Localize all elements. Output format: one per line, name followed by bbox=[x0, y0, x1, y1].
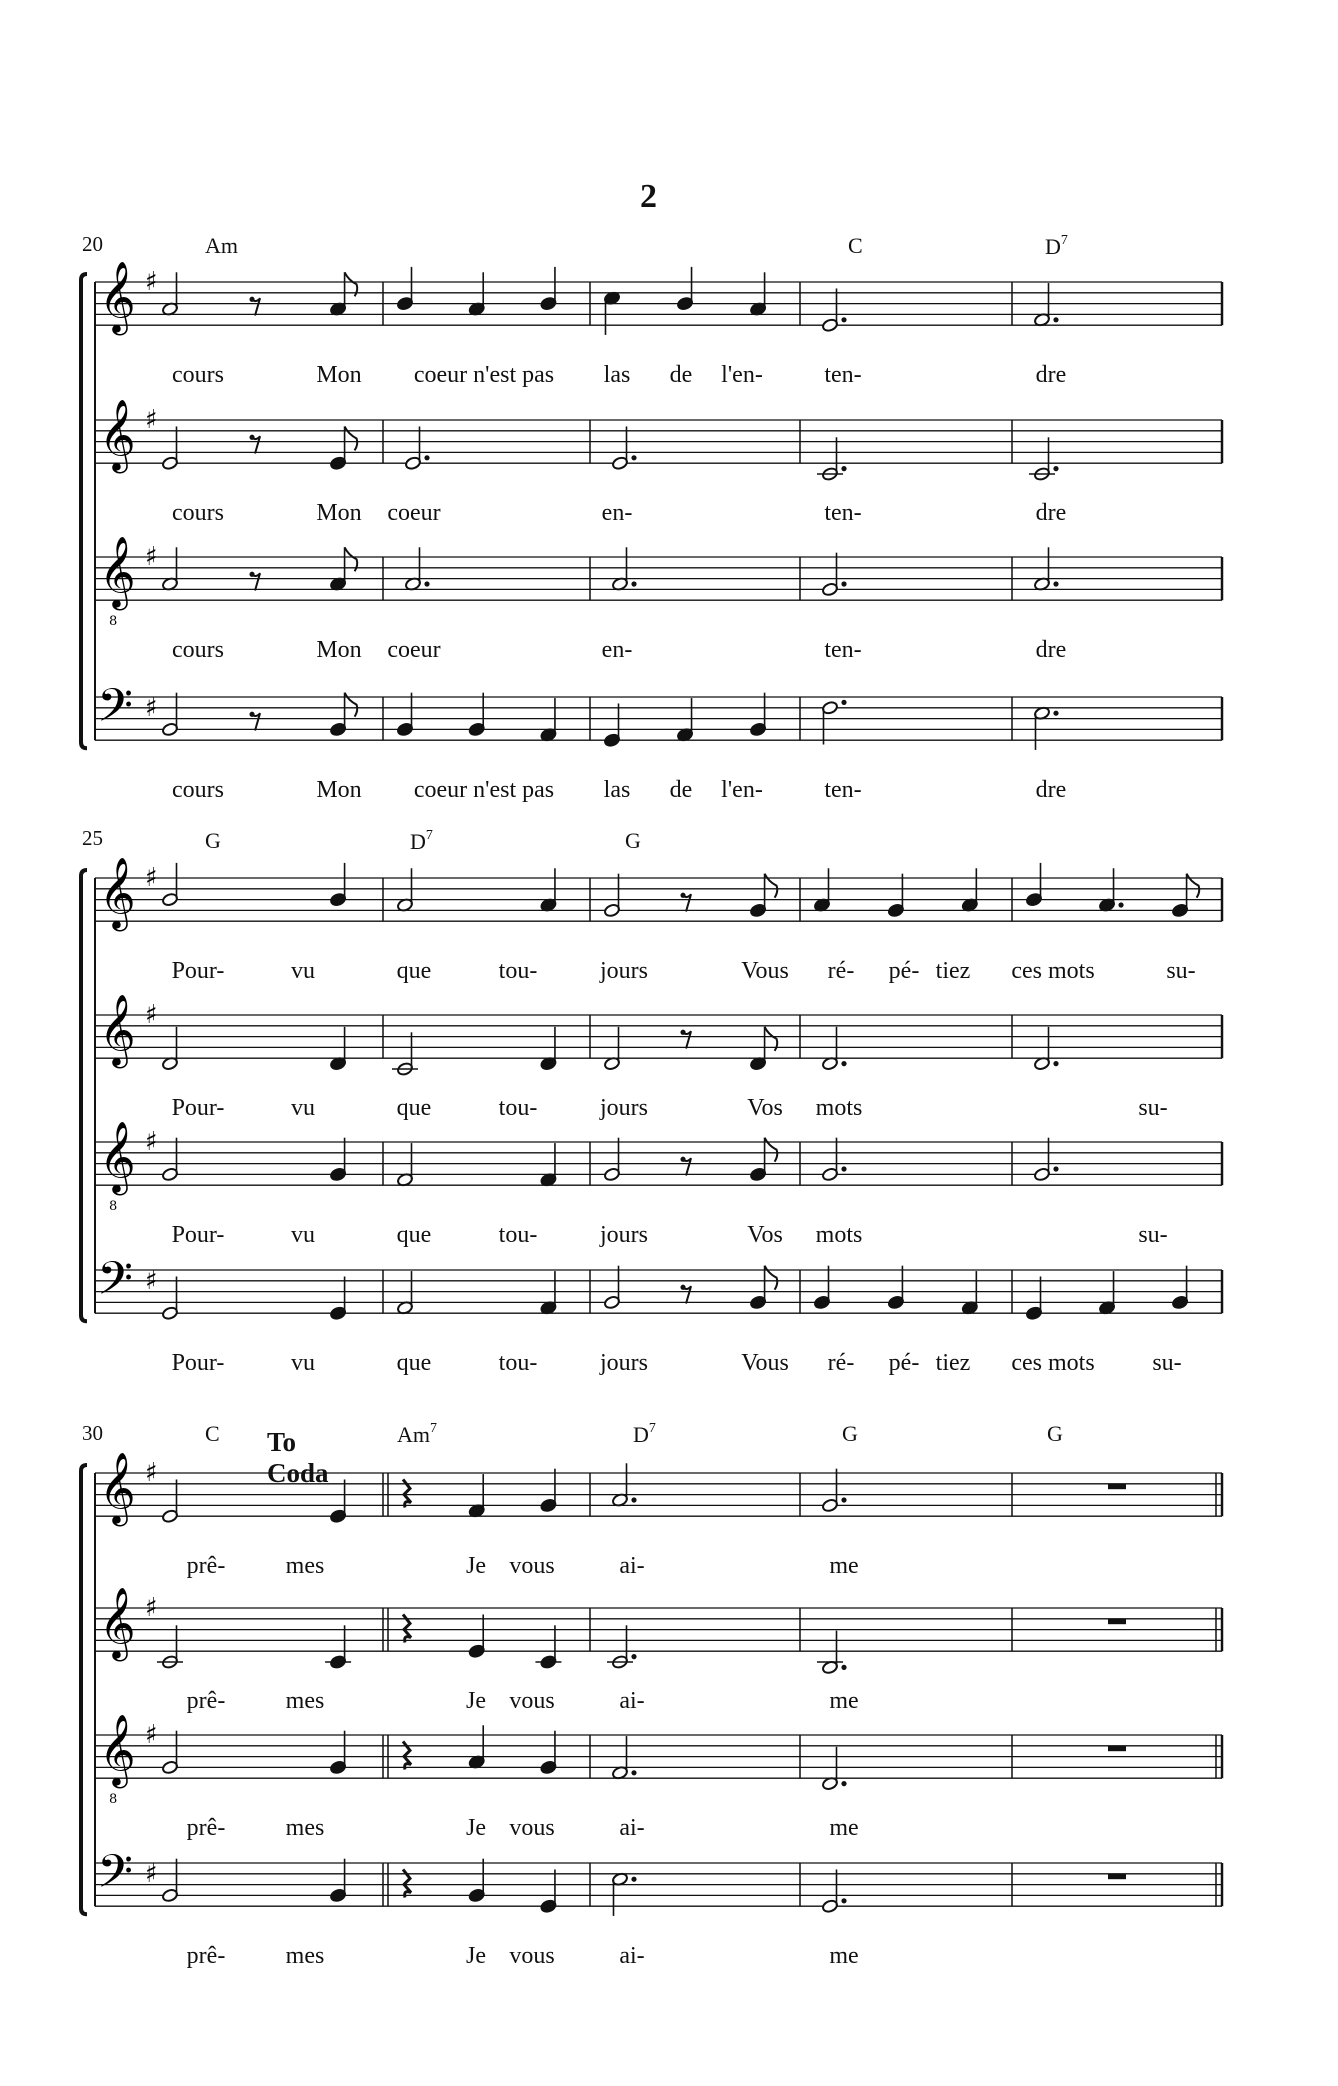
lyric: de bbox=[669, 777, 693, 803]
note bbox=[540, 1027, 557, 1071]
note bbox=[404, 547, 429, 591]
lyric: cours bbox=[172, 777, 224, 803]
note bbox=[603, 703, 620, 747]
note bbox=[611, 1625, 636, 1669]
note bbox=[540, 1143, 557, 1187]
rest bbox=[249, 712, 260, 731]
note bbox=[821, 1869, 846, 1913]
sharp-icon: ♯ bbox=[145, 542, 158, 572]
lyric: me bbox=[829, 1553, 859, 1579]
note bbox=[330, 1479, 347, 1523]
lyric: mes bbox=[285, 1688, 325, 1714]
chord-root: D bbox=[1045, 234, 1061, 259]
staff bbox=[95, 557, 1222, 600]
note bbox=[468, 693, 485, 737]
lyric: su- bbox=[1138, 1222, 1168, 1248]
lyric: me bbox=[829, 1688, 859, 1714]
chord-root: Am bbox=[397, 1422, 430, 1447]
note bbox=[821, 1469, 846, 1513]
note bbox=[330, 1859, 347, 1903]
note bbox=[396, 1032, 413, 1076]
lyric: jours bbox=[600, 1095, 648, 1121]
note bbox=[396, 1143, 413, 1187]
note bbox=[468, 1614, 485, 1658]
lyric: Vos bbox=[747, 1095, 783, 1121]
lyric: Je bbox=[466, 1688, 486, 1714]
lyric: que bbox=[396, 1222, 432, 1248]
note bbox=[396, 868, 413, 912]
lyric: las bbox=[603, 777, 631, 803]
chord-root: D bbox=[410, 829, 426, 854]
sharp-icon: ♯ bbox=[145, 1265, 158, 1296]
lyric: su- bbox=[1152, 1350, 1182, 1376]
lyric: Pour- bbox=[171, 1095, 225, 1121]
staff bbox=[95, 1473, 1222, 1516]
note bbox=[161, 1276, 178, 1320]
note bbox=[821, 553, 846, 597]
lyric: l'en- bbox=[721, 777, 763, 803]
lyric: mes bbox=[285, 1943, 325, 1969]
note bbox=[161, 1138, 178, 1182]
lyric: que bbox=[396, 958, 432, 984]
note bbox=[396, 693, 413, 737]
note bbox=[330, 1027, 347, 1071]
bass-clef-icon: 𝄢 bbox=[97, 1844, 134, 1910]
note bbox=[750, 1027, 778, 1071]
note bbox=[1025, 1276, 1042, 1320]
system-2 bbox=[81, 870, 1222, 1321]
note bbox=[161, 1859, 178, 1903]
note bbox=[540, 868, 557, 912]
lyric: jours bbox=[600, 1222, 648, 1248]
lyric: cours bbox=[172, 500, 224, 526]
chord-symbol bbox=[842, 1421, 858, 1447]
treble-clef-icon: 𝄞 bbox=[99, 397, 136, 471]
lyric: ten- bbox=[824, 777, 862, 803]
lyric: tiez bbox=[935, 958, 971, 984]
note bbox=[540, 1869, 557, 1913]
bass-clef-icon: 𝄢 bbox=[97, 678, 134, 744]
note bbox=[603, 1138, 620, 1182]
sharp-icon: ♯ bbox=[145, 1458, 158, 1488]
lyric: en- bbox=[601, 637, 633, 663]
lyric: vu bbox=[291, 958, 315, 984]
note bbox=[396, 267, 413, 311]
note bbox=[330, 272, 358, 316]
note bbox=[1033, 547, 1058, 591]
rest bbox=[249, 572, 260, 591]
lyric: prê- bbox=[186, 1815, 226, 1841]
chord-symbol bbox=[1045, 233, 1068, 260]
whole-rest bbox=[1108, 1619, 1126, 1624]
chord-extension: 7 bbox=[648, 1421, 656, 1436]
chord-root: G bbox=[205, 828, 221, 853]
note bbox=[161, 272, 178, 316]
note bbox=[540, 698, 557, 742]
note bbox=[887, 874, 904, 918]
lyric: tou- bbox=[498, 958, 538, 984]
chord-root: C bbox=[205, 1421, 220, 1446]
lyric: me bbox=[829, 1815, 859, 1841]
chord-symbol bbox=[1047, 1421, 1063, 1447]
chord-root: C bbox=[848, 233, 863, 258]
note bbox=[611, 1463, 636, 1507]
lyric: Mon bbox=[316, 777, 362, 803]
note bbox=[161, 863, 178, 907]
octave-8-mark: 8 bbox=[109, 1792, 118, 1808]
note bbox=[821, 1631, 846, 1675]
note bbox=[161, 1731, 178, 1775]
staff bbox=[95, 1608, 1222, 1651]
lyric: tou- bbox=[498, 1095, 538, 1121]
note bbox=[821, 700, 846, 745]
note bbox=[468, 1725, 485, 1769]
note bbox=[961, 1271, 978, 1315]
note bbox=[1025, 863, 1042, 907]
lyric: ai- bbox=[619, 1553, 645, 1579]
sharp-icon: ♯ bbox=[145, 1127, 158, 1157]
lyric: ai- bbox=[619, 1815, 645, 1841]
rest bbox=[680, 1030, 691, 1049]
lyric: cours bbox=[172, 637, 224, 663]
chord-symbol bbox=[625, 828, 641, 854]
staff bbox=[95, 1863, 1222, 1906]
staff bbox=[95, 1015, 1222, 1058]
octave-8-mark: 8 bbox=[109, 1199, 118, 1215]
lyric: ten- bbox=[824, 500, 862, 526]
note bbox=[161, 1625, 178, 1669]
lyric: prê- bbox=[186, 1688, 226, 1714]
note bbox=[540, 1625, 557, 1669]
note bbox=[1033, 283, 1058, 327]
note bbox=[330, 547, 358, 591]
note bbox=[611, 547, 636, 591]
note bbox=[540, 1731, 557, 1775]
note bbox=[396, 1271, 413, 1315]
lyric: vous bbox=[509, 1553, 555, 1579]
lyric: ai- bbox=[619, 1688, 645, 1714]
note bbox=[330, 1276, 347, 1320]
note bbox=[603, 874, 620, 918]
sharp-icon: ♯ bbox=[145, 1000, 158, 1030]
note bbox=[330, 863, 347, 907]
lyric: vu bbox=[291, 1095, 315, 1121]
lyric: Pour- bbox=[171, 958, 225, 984]
note bbox=[750, 874, 778, 918]
note bbox=[603, 1266, 620, 1310]
note bbox=[161, 1027, 178, 1071]
system-3 bbox=[81, 1465, 1222, 1914]
lyric: ai- bbox=[619, 1943, 645, 1969]
note bbox=[750, 1266, 778, 1310]
staff bbox=[95, 420, 1222, 463]
lyric: jours bbox=[600, 958, 648, 984]
measure-number: 20 bbox=[82, 232, 103, 256]
chord-root: G bbox=[625, 828, 641, 853]
note bbox=[468, 1859, 485, 1903]
lyric: Vous bbox=[741, 1350, 789, 1376]
lyric: Je bbox=[466, 1943, 486, 1969]
rest bbox=[249, 435, 260, 454]
lyric: Vous bbox=[741, 958, 789, 984]
lyric: coeur bbox=[387, 500, 441, 526]
note bbox=[404, 426, 429, 470]
note bbox=[468, 1474, 485, 1518]
staff bbox=[95, 697, 1222, 740]
chord-root: Am bbox=[205, 233, 238, 258]
rest bbox=[680, 1157, 691, 1176]
note bbox=[821, 1027, 846, 1071]
note bbox=[161, 426, 178, 470]
lyric: su- bbox=[1138, 1095, 1168, 1121]
chord-symbol bbox=[633, 1421, 656, 1448]
note bbox=[821, 288, 846, 332]
staff bbox=[95, 1735, 1222, 1778]
sharp-icon: ♯ bbox=[145, 1858, 158, 1889]
note bbox=[676, 267, 693, 311]
lyric: ces mots bbox=[1011, 1350, 1095, 1376]
chord-symbol bbox=[410, 828, 433, 855]
lyric: que bbox=[396, 1095, 432, 1121]
note bbox=[821, 1138, 846, 1182]
treble-clef-icon: 𝄞 bbox=[99, 1119, 136, 1193]
lyric: tiez bbox=[935, 1350, 971, 1376]
note bbox=[821, 1747, 846, 1791]
lyric: Pour- bbox=[171, 1222, 225, 1248]
lyric: l'en- bbox=[721, 362, 763, 388]
chord-symbol bbox=[848, 233, 863, 259]
note bbox=[161, 547, 178, 591]
note bbox=[330, 426, 358, 470]
lyric: las bbox=[603, 362, 631, 388]
rest bbox=[680, 1285, 691, 1304]
lyric: dre bbox=[1035, 777, 1067, 803]
note bbox=[611, 1736, 636, 1780]
lyric: cours bbox=[172, 362, 224, 388]
note bbox=[750, 272, 767, 316]
lyric: vous bbox=[509, 1688, 555, 1714]
note bbox=[813, 868, 830, 912]
lyric: Je bbox=[466, 1815, 486, 1841]
note bbox=[887, 1266, 904, 1310]
lyric: mes bbox=[285, 1553, 325, 1579]
bass-clef-icon: 𝄢 bbox=[97, 1251, 134, 1317]
note bbox=[540, 1469, 557, 1513]
lyric: jours bbox=[600, 1350, 648, 1376]
lyric: Pour- bbox=[171, 1350, 225, 1376]
lyric: mots bbox=[815, 1095, 863, 1121]
lyric: coeur bbox=[387, 637, 441, 663]
lyric: Mon bbox=[316, 500, 362, 526]
lyric: dre bbox=[1035, 500, 1067, 526]
note bbox=[540, 1271, 557, 1315]
staff bbox=[95, 1142, 1222, 1185]
chord-symbol bbox=[205, 233, 238, 259]
note bbox=[1172, 874, 1200, 918]
staff bbox=[95, 878, 1222, 921]
lyric: coeur n'est pas bbox=[413, 777, 555, 803]
note bbox=[1033, 706, 1058, 750]
chord-symbol bbox=[205, 1421, 220, 1447]
to-coda-marking: To Coda bbox=[267, 1427, 329, 1488]
lyric: ten- bbox=[824, 362, 862, 388]
note bbox=[330, 1731, 347, 1775]
lyric: vous bbox=[509, 1943, 555, 1969]
sharp-icon: ♯ bbox=[145, 1720, 158, 1750]
treble-clef-icon: 𝄞 bbox=[99, 534, 136, 608]
chord-root: G bbox=[842, 1421, 858, 1446]
measure-number: 30 bbox=[82, 1421, 103, 1445]
staff bbox=[95, 282, 1222, 325]
treble-clef-icon: 𝄞 bbox=[99, 1450, 136, 1524]
rest bbox=[680, 893, 691, 912]
whole-rest bbox=[1108, 1746, 1126, 1751]
lyric: ces mots bbox=[1011, 958, 1095, 984]
chord-symbol bbox=[397, 1421, 437, 1448]
lyric: de bbox=[669, 362, 693, 388]
lyric: dre bbox=[1035, 637, 1067, 663]
chord-symbol bbox=[205, 828, 221, 854]
lyric: ré- bbox=[827, 1350, 855, 1376]
sharp-icon: ♯ bbox=[145, 692, 158, 723]
lyric: dre bbox=[1035, 362, 1067, 388]
lyric: su- bbox=[1166, 958, 1196, 984]
whole-rest bbox=[1108, 1484, 1126, 1489]
chord-extension: 7 bbox=[1060, 233, 1068, 248]
sharp-icon: ♯ bbox=[145, 1593, 158, 1623]
rest bbox=[249, 297, 260, 316]
note bbox=[330, 1138, 347, 1182]
lyric: Je bbox=[466, 1553, 486, 1579]
note bbox=[1033, 1138, 1058, 1182]
note bbox=[468, 272, 485, 316]
lyric: coeur n'est pas bbox=[413, 362, 555, 388]
lyric: tou- bbox=[498, 1350, 538, 1376]
treble-clef-icon: 𝄞 bbox=[99, 1712, 136, 1786]
note bbox=[603, 1027, 620, 1071]
whole-rest bbox=[1108, 1874, 1126, 1879]
note bbox=[330, 1625, 347, 1669]
lyric: me bbox=[829, 1943, 859, 1969]
lyric: tou- bbox=[498, 1222, 538, 1248]
sharp-icon: ♯ bbox=[145, 405, 158, 435]
lyric: ten- bbox=[824, 637, 862, 663]
lyric: prê- bbox=[186, 1553, 226, 1579]
chord-extension: 7 bbox=[430, 1421, 437, 1436]
note bbox=[1098, 868, 1123, 912]
lyric: ré- bbox=[827, 958, 855, 984]
page-number: 2 bbox=[640, 178, 657, 215]
octave-8-mark: 8 bbox=[109, 614, 118, 630]
note bbox=[1033, 1027, 1058, 1071]
treble-clef-icon: 𝄞 bbox=[99, 992, 136, 1066]
lyric: Vos bbox=[747, 1222, 783, 1248]
chord-root: G bbox=[1047, 1421, 1063, 1446]
chord-extension: 7 bbox=[425, 828, 433, 843]
sharp-icon: ♯ bbox=[145, 267, 158, 297]
lyric: prê- bbox=[186, 1943, 226, 1969]
lyric: pé- bbox=[888, 958, 920, 984]
note bbox=[821, 437, 846, 481]
note bbox=[1098, 1271, 1115, 1315]
note bbox=[330, 693, 358, 737]
chord-root: D bbox=[633, 1422, 649, 1447]
note bbox=[750, 1138, 778, 1182]
treble-clef-icon: 𝄞 bbox=[99, 855, 136, 929]
lyric: pé- bbox=[888, 1350, 920, 1376]
note bbox=[813, 1266, 830, 1310]
lyric: mots bbox=[815, 1222, 863, 1248]
lyric: vu bbox=[291, 1222, 315, 1248]
note bbox=[961, 868, 978, 912]
note bbox=[611, 1872, 636, 1916]
lyric: Mon bbox=[316, 362, 362, 388]
lyric: vous bbox=[509, 1815, 555, 1841]
lyric: vu bbox=[291, 1350, 315, 1376]
staff bbox=[95, 1270, 1222, 1313]
note bbox=[161, 1479, 178, 1523]
lyric: mes bbox=[285, 1815, 325, 1841]
note bbox=[603, 291, 620, 335]
note bbox=[1033, 437, 1058, 481]
lyric: en- bbox=[601, 500, 633, 526]
note bbox=[540, 267, 557, 311]
lyric: que bbox=[396, 1350, 432, 1376]
note bbox=[676, 698, 693, 742]
note bbox=[750, 693, 767, 737]
lyric: Mon bbox=[316, 637, 362, 663]
note bbox=[1172, 1266, 1189, 1310]
note bbox=[611, 426, 636, 470]
treble-clef-icon: 𝄞 bbox=[99, 1585, 136, 1659]
note bbox=[161, 693, 178, 737]
measure-number: 25 bbox=[82, 826, 103, 850]
treble-clef-icon: 𝄞 bbox=[99, 259, 136, 333]
sharp-icon: ♯ bbox=[145, 863, 158, 893]
